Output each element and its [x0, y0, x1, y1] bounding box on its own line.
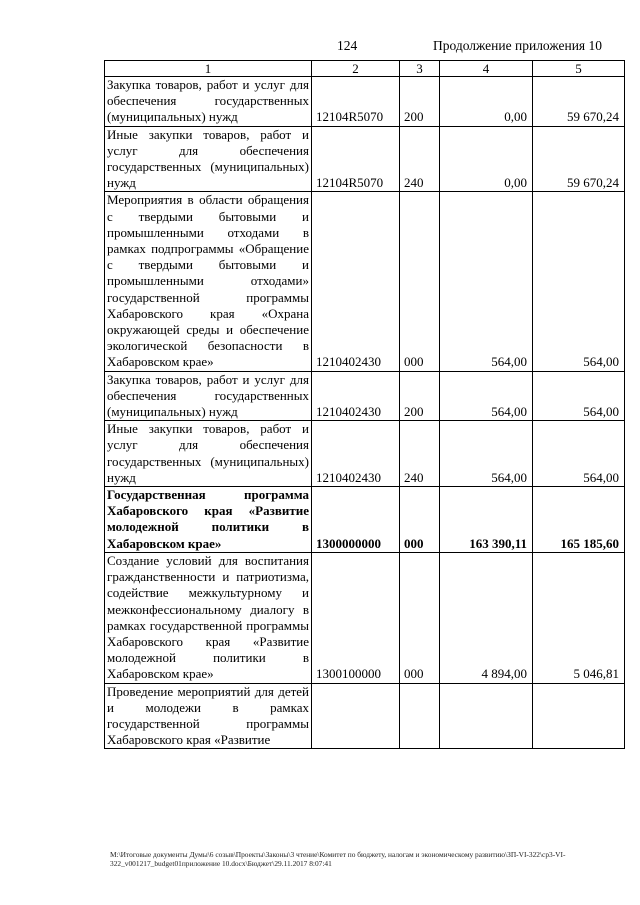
table-row	[105, 487, 625, 553]
row-type-cell: 240	[400, 126, 440, 192]
table-row	[105, 126, 625, 192]
row-name-cell: Мероприятия в области обращения с твердыми бытовыми и промышленными отходами в рамках подпрограммы «Обращение с твердыми бытовыми и промышленными отходами» государственной программы Хабаровского края «Охрана окружающей среды и обеспечение экологической безопасности в Хабаровском крае»	[105, 192, 312, 371]
row-value-2018-cell: 564,00	[440, 192, 533, 371]
row-code-cell	[312, 683, 400, 749]
file-path-footer: M:\Итоговые документы Думы\6 созыв\Проекты\Законы\3 чтение\Комитет по бюджету, налогам и экономическому развитию\ЗП-VI-322\ср3-VI-322_v001217_budget01приложение 10.docx\Бюджет\29.11.2017 8:07:41	[110, 850, 566, 868]
table-row	[105, 192, 625, 371]
row-value-2019-cell	[533, 683, 625, 749]
row-value-2019-cell: 59 670,24	[533, 77, 625, 127]
row-value-2018-cell: 564,00	[440, 371, 533, 421]
row-type-cell	[400, 683, 440, 749]
row-code-cell: 1210402430	[312, 421, 400, 487]
row-value-2018-cell: 0,00	[440, 77, 533, 127]
column-header: 1	[105, 61, 312, 77]
row-name-cell: Закупка товаров, работ и услуг для обеспечения государственных (муниципальных) нужд	[105, 371, 312, 421]
row-name-cell: Проведение мероприятий для детей и молодежи в рамках государственной программы Хабаровского края «Развитие	[105, 683, 312, 749]
row-code-cell: 12104R5070	[312, 126, 400, 192]
row-name-cell: Закупка товаров, работ и услуг для обеспечения государственных (муниципальных) нужд	[105, 77, 312, 127]
row-value-2019-cell: 564,00	[533, 192, 625, 371]
row-name-cell: Иные закупки товаров, работ и услуг для обеспечения государственных (муниципальных) нужд	[105, 421, 312, 487]
table-row	[105, 552, 625, 683]
page-number: 124	[337, 38, 358, 53]
budget-table	[104, 60, 625, 749]
column-header: 4	[440, 61, 533, 77]
row-type-cell: 000	[400, 487, 440, 553]
row-value-2018-cell: 163 390,11	[440, 487, 533, 553]
row-name-cell: Государственная программа Хабаровского края «Развитие молодежной политики в Хабаровском крае»	[105, 487, 312, 553]
table-row	[105, 683, 625, 749]
row-code-cell: 12104R5070	[312, 77, 400, 127]
row-type-cell: 200	[400, 371, 440, 421]
row-code-cell: 1300000000	[312, 487, 400, 553]
column-header: 3	[400, 61, 440, 77]
row-type-cell: 000	[400, 192, 440, 371]
row-code-cell: 1210402430	[312, 192, 400, 371]
row-code-cell: 1210402430	[312, 371, 400, 421]
table-row	[105, 371, 625, 421]
row-name-cell: Создание условий для воспитания гражданственности и патриотизма, содействие межкультурному и межконфессиональному диалогу в рамках государственной программы Хабаровского края «Развитие молодежной политики в Хабаровском крае»	[105, 552, 312, 683]
row-value-2019-cell: 564,00	[533, 371, 625, 421]
continuation-label: Продолжение приложения 10	[433, 38, 603, 53]
row-value-2018-cell: 4 894,00	[440, 552, 533, 683]
row-value-2018-cell	[440, 683, 533, 749]
column-header: 2	[312, 61, 400, 77]
table-row	[105, 77, 625, 127]
row-value-2018-cell: 564,00	[440, 421, 533, 487]
row-name-cell: Иные закупки товаров, работ и услуг для обеспечения государственных (муниципальных) нужд	[105, 126, 312, 192]
row-code-cell: 1300100000	[312, 552, 400, 683]
table-header-row	[105, 61, 625, 77]
row-type-cell: 000	[400, 552, 440, 683]
table-row	[105, 421, 625, 487]
row-type-cell: 240	[400, 421, 440, 487]
column-header: 5	[533, 61, 625, 77]
row-value-2019-cell: 5 046,81	[533, 552, 625, 683]
row-value-2018-cell: 0,00	[440, 126, 533, 192]
row-type-cell: 200	[400, 77, 440, 127]
row-value-2019-cell: 59 670,24	[533, 126, 625, 192]
row-value-2019-cell: 165 185,60	[533, 487, 625, 553]
row-value-2019-cell: 564,00	[533, 421, 625, 487]
